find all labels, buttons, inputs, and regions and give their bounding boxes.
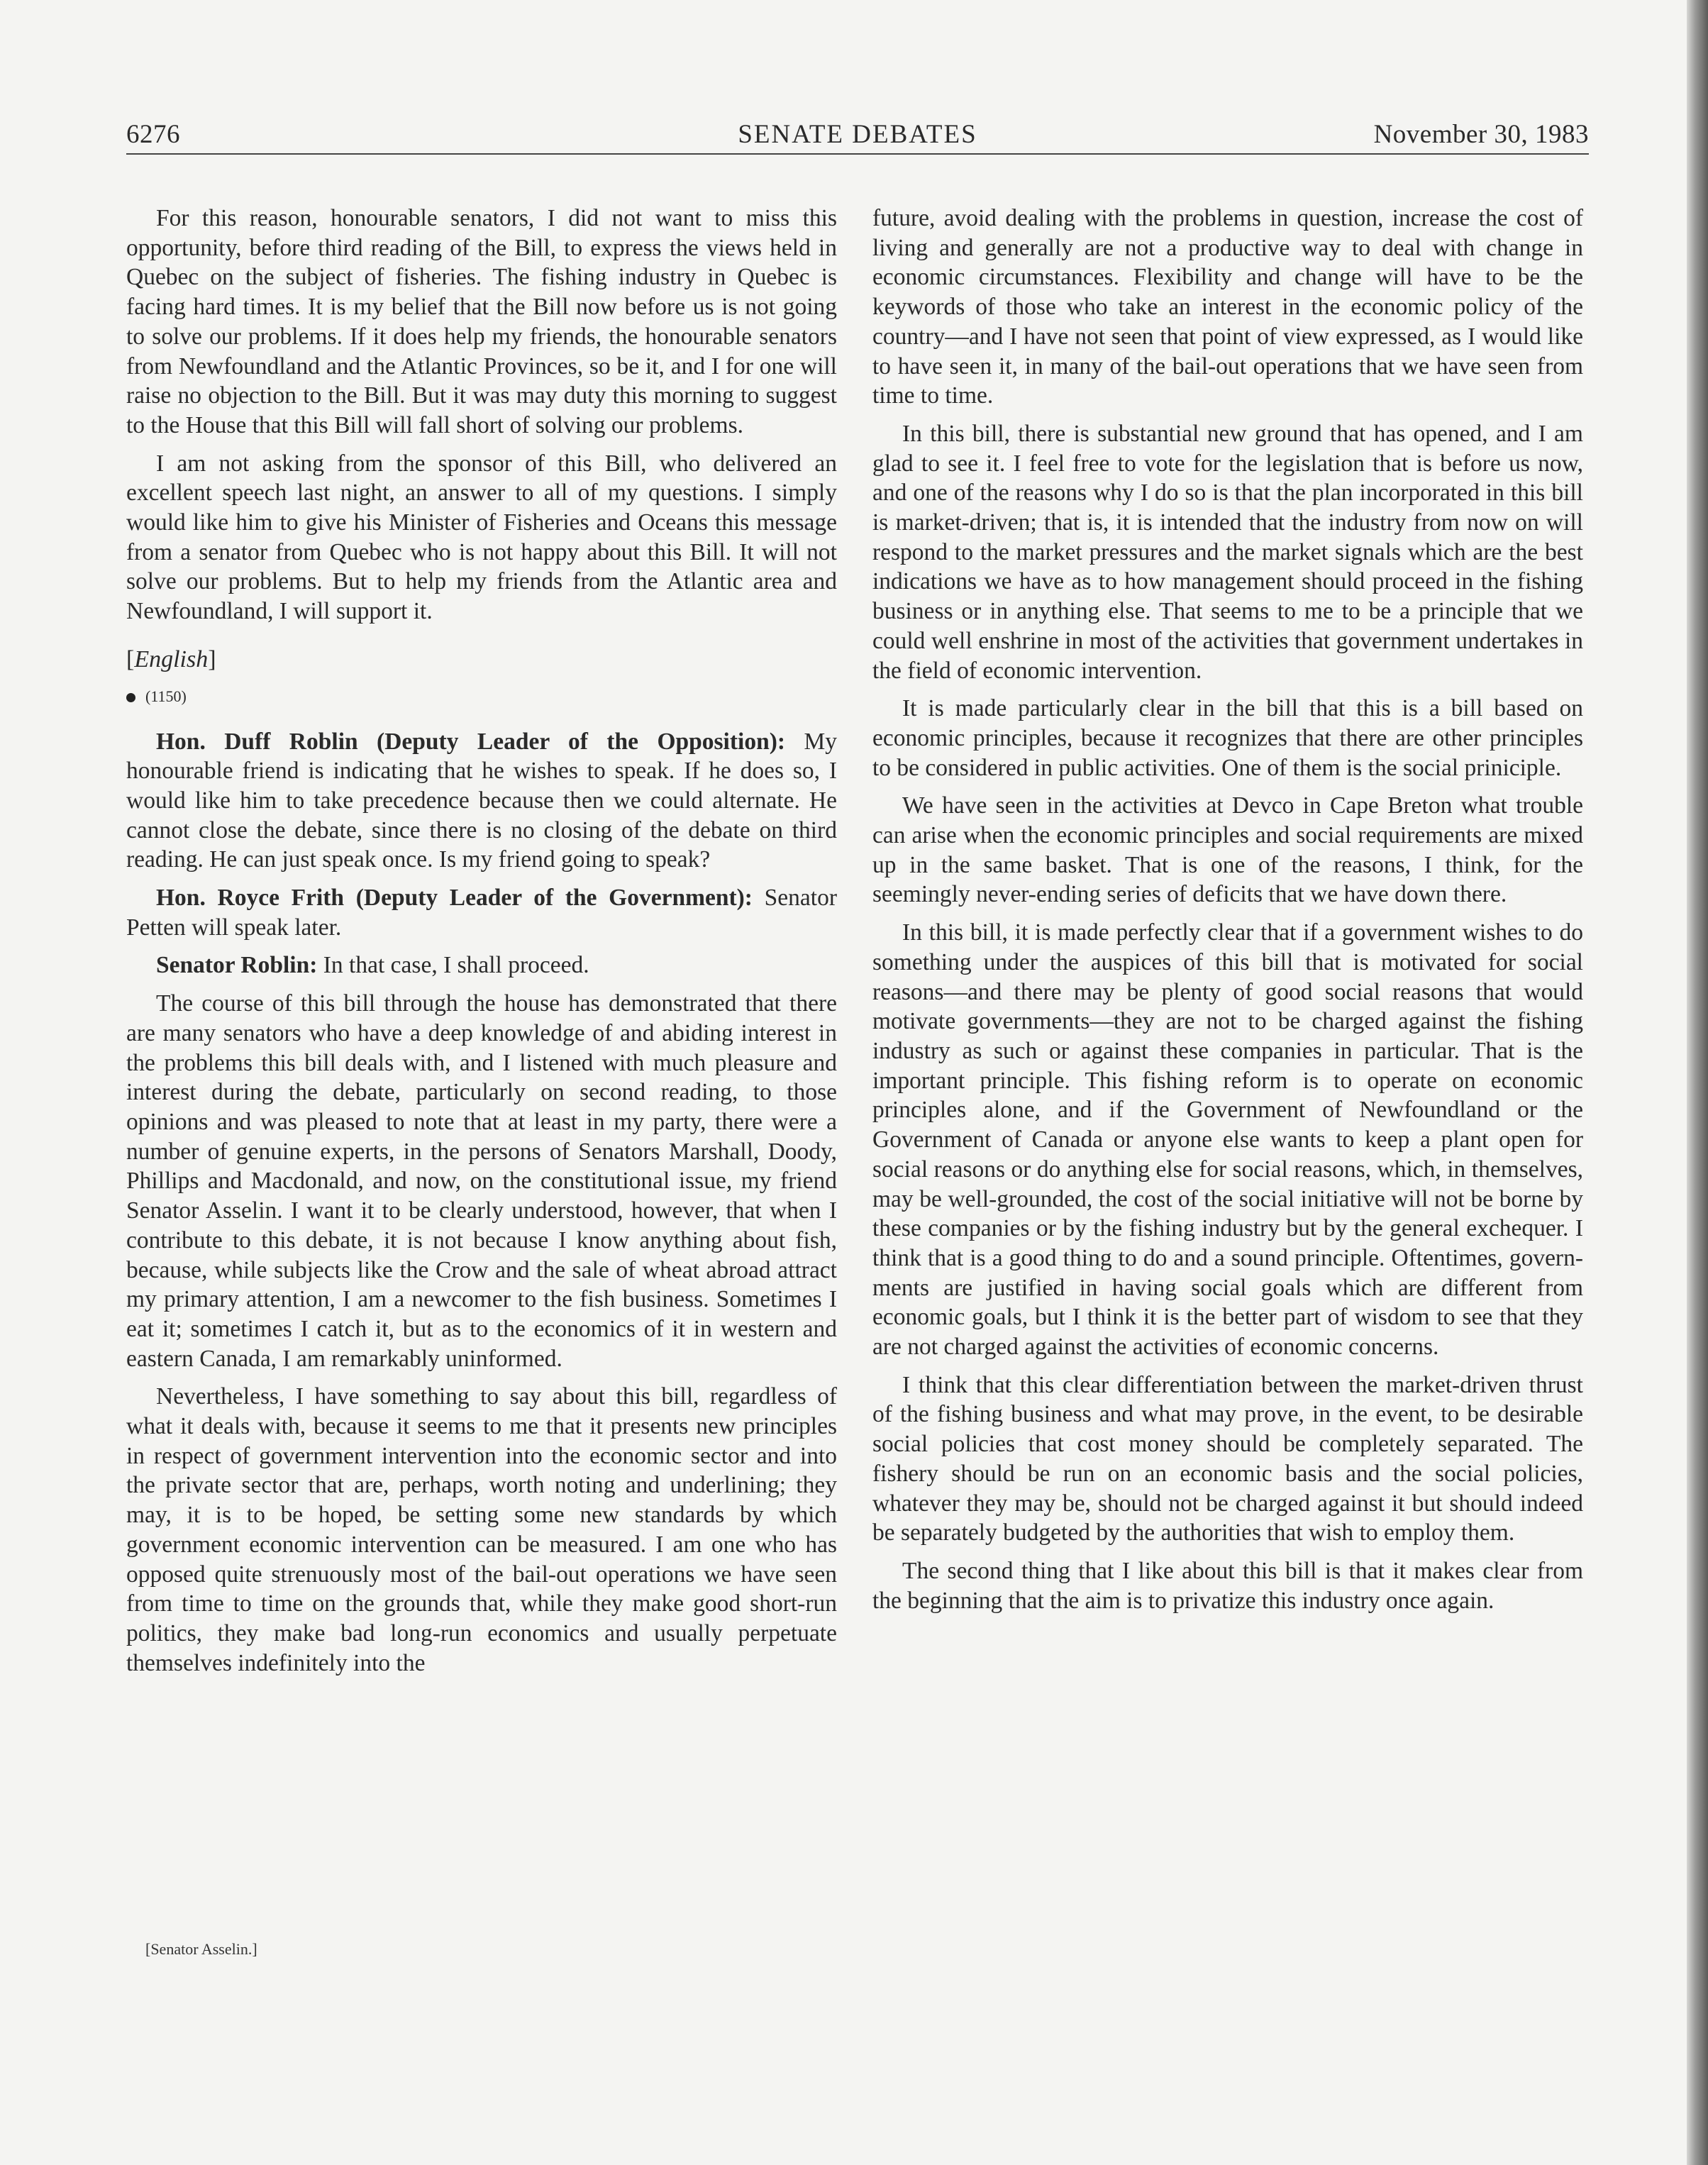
- speaker-paragraph: [126, 951, 837, 980]
- footer-attribution: [Senator Asselin.]: [145, 1940, 257, 1958]
- publication-title: SENATE DEBATES: [738, 120, 977, 149]
- speech-text: My honourable friend is indicating that he wishes to speak. If he does so, I would like him to take precedence because then we could alternate. He cannot close the debate, since there is no closing of the debate on third reading. He can just speak once. Is my friend going to speak?: [126, 728, 837, 873]
- paragraph: In this bill, there is substantial new ground that has opened, and I am glad to see it. I feel free to vote for the legislation that is before us now, and one of the reasons why I do so is that the plan incorporated in this bill is market-driven; that is, it is intended that the industry from now on will respond to the market pressures and the market signals which are the best indications we have as to how management should proceed in the fishing business or in anything else. That seems to me to be a principle that we could well enshrine in most of the activities that government undertakes in the field of economic intervention.: [872, 420, 1583, 684]
- paragraph: We have seen in the activities at Devco in Cape Breton what trouble can arise when the economic principles and social requirements are mixed up in the same basket. That is one of the reasons, I think, for the seemingly never-ending series of deficits that we have down there.: [872, 792, 1583, 908]
- paragraph: future, avoid dealing with the problems in question, increase the cost of living and generally are not a productive way to deal with change in economic circumstances. Flexibility and change will have to be the keywords of those who take an interest in the economic policy of the country—and I have not seen that point of view expressed, as I would like to have seen it, in many of the bail-out operations that we have seen from time to time.: [872, 205, 1583, 409]
- timestamp: [126, 687, 837, 706]
- right-column: [872, 204, 1583, 1624]
- language-note: [English]: [126, 646, 216, 672]
- paragraph: I am not asking from the sponsor of this Bill, who delivered an excellent speech last night, an answer to all of my questions. I simply would like him to give his Minister of Fisheries and Oceans this message from a senator from Quebec who is not happy about this Bill. It will not solve our problems. But to help my friends from the Atlantic area and Newfoundland, I will support it.: [126, 450, 837, 625]
- header-rule: [126, 153, 1589, 155]
- speaker-name: Senator Roblin:: [156, 952, 318, 979]
- paragraph: It is made particularly clear in the bill that this is a bill based on economic principles, because it recognizes that there are other principles to be considered in public activities. One of them is the social priniciple.: [872, 695, 1583, 781]
- debate-date: November 30, 1983: [1373, 120, 1589, 149]
- paragraph: For this reason, honourable senators, I did not want to miss this opportunity, before third reading of the Bill, to express the views held in Quebec on the subject of fisheries. The fishing industry in Quebec is facing hard times. It is my belief that the Bill now before us is not going to solve our problems. If it does help my friends, the honourable senators from Newfoundland and the Atlantic Provinces, so be it, and I for one will raise no objection to the Bill. But it was may duty this morning to suggest to the House that this Bill will fall short of solving our problems.: [126, 205, 837, 438]
- paragraph: I think that this clear differentiation between the market-driven thrust of the fishing business and what may prove, in the event, to be desirable social policies that cost money should be completely separated. The fishery should be run on an economic basis and the social policies, whatever they may be, should not be charged against it but should indeed be separately budgeted by the authorities that wish to employ them.: [872, 1371, 1583, 1546]
- speech-text: Senator Petten will speak later.: [126, 885, 837, 941]
- speaker-paragraph: [126, 883, 837, 942]
- speech-text: In that case, I shall proceed.: [317, 952, 589, 979]
- speaker-name: Hon. Royce Frith (Deputy Leader of the Government):: [156, 885, 753, 912]
- paragraph: In this bill, it is made perfectly clear that if a government wishes to do something under the auspices of this bill that is motivated for social reasons—and there may be plenty of good social reasons that would motivate governments—they are not to be charged against the fishing industry as such or against these companies in particular. That is the important principle. This fishing reform is to operate on economic principles alone, and if the Government of Newfoundland or the Government of Canada or anyone else wants to keep a plant open for social reasons or do anything else for social reasons, which, in themselves, may be well-grounded, the cost of the social initiative will not be borne by these companies or by the fishing industry but by the general exchequer. I think that is a good thing to do and a sound principle. Oftentimes, governments are justified in having social goals which are different from economic goals, but I think it is the better part of wisdom to see that they are not charged against the activities of economic concerns.: [872, 919, 1583, 1361]
- page-header: [126, 119, 1589, 156]
- speaker-name: Hon. Duff Roblin (Deputy Leader of the Opposition):: [156, 728, 786, 755]
- timestamp-text: (1150): [145, 687, 187, 705]
- language-note-text: English: [134, 646, 209, 672]
- scan-edge-shadow: [1687, 0, 1708, 2165]
- bullet-icon: [126, 693, 135, 702]
- paragraph: The course of this bill through the house has demonstrated that there are many senators who have a deep knowledge of and abiding interest in the problems this bill deals with, and I listened with much pleasure and interest during the debate, particularly on second reading, to those opinions and was pleased to note that at least in my party, there were a number of genuine experts, in the persons of Senators Marshall, Doody, Phillips and Macdonald, and now, on the constitutional issue, my friend Senator Asselin. I want it to be clearly understood, however, that when I contribute to this debate, it is not because I know anything about fish, because, while subjects like the Crow and the sale of wheat abroad attract my primary attention, I am a newcomer to the fish business. Sometimes I eat it; sometimes I catch it, but as to the economics of it in western and eastern Canada, I am remarkably uninformed.: [126, 990, 837, 1372]
- paragraph: Nevertheless, I have something to say about this bill, regardless of what it deals with, because it seems to me that it presents new principles in respect of government intervention into the economic sector and into the private sector that are, perhaps, worth noting and underlining; they may, it is to be hoped, be setting some new standards by which government economic intervention can be measured. I am one who has opposed quite strenuously most of the bail-out operations we have seen from time to time on the grounds that, while they make good short-run politics, they make bad long-run economics and usually perpetuate themselves indefinitely into the: [126, 1383, 837, 1676]
- page-number: 6276: [126, 120, 180, 149]
- left-column: [126, 204, 837, 1686]
- speaker-paragraph: [126, 727, 837, 875]
- paragraph: The second thing that I like about this bill is that it makes clear from the beginning that the aim is to privatize this industry once again.: [872, 1557, 1583, 1614]
